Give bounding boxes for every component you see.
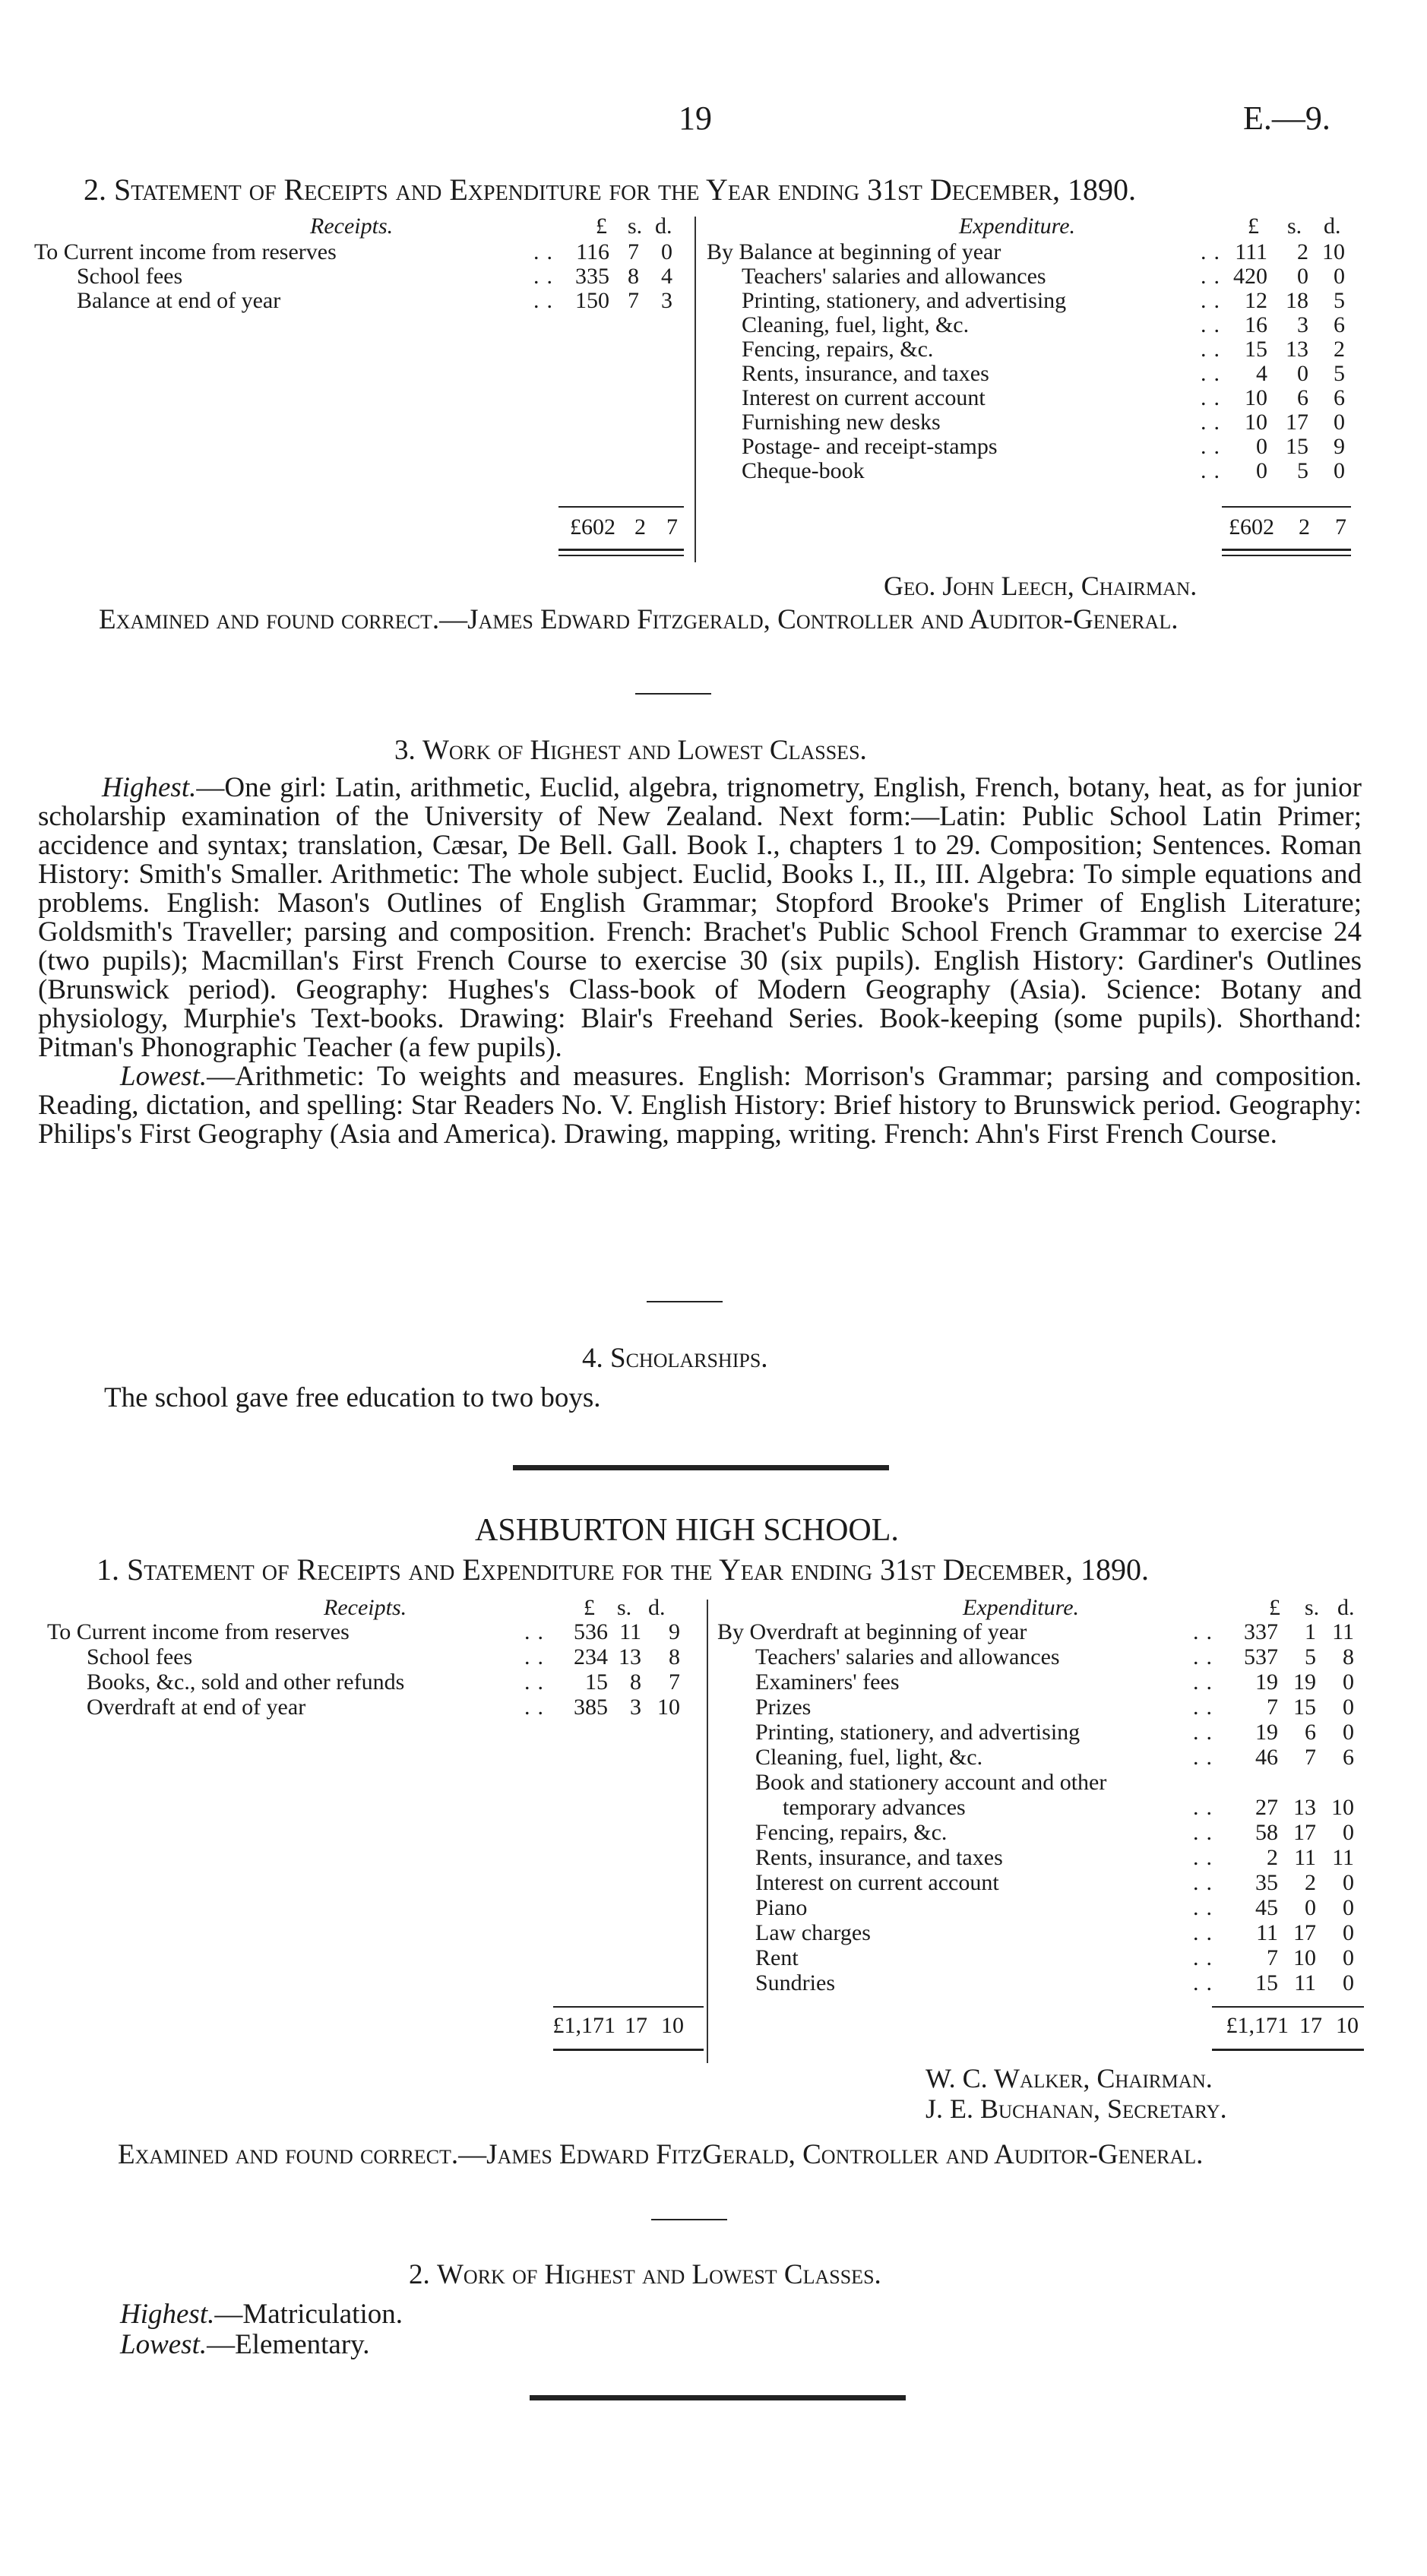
divider-2	[647, 1301, 723, 1302]
expenditure-2-label: Prizes	[755, 1695, 812, 1720]
expenditure-2-total-pence: 10	[1336, 2013, 1359, 2038]
expenditure-pence: 5	[1334, 361, 1345, 386]
receipt-2-pence: 8	[669, 1644, 680, 1669]
expenditure-2-label: Teachers' salaries and allowances	[755, 1644, 1060, 1669]
expenditure-2-pence: 0	[1343, 1820, 1354, 1845]
expenditure-2-pence: 0	[1343, 1669, 1354, 1695]
scholarships-heading-text: Scholarships.	[610, 1343, 768, 1374]
expenditure-2-pence: 11	[1332, 1845, 1354, 1870]
expenditure-pence: 9	[1334, 434, 1345, 459]
expenditure-2-label: By Overdraft at beginning of year	[717, 1619, 1027, 1644]
expenditure-pence: 6	[1334, 385, 1345, 410]
receipt-2-label: To Current income from reserves	[47, 1619, 350, 1644]
receipt-2-pounds: 536	[574, 1619, 608, 1644]
expenditure-shillings: 13	[1286, 337, 1308, 362]
receipts-total-pence: 7	[666, 514, 678, 540]
expenditure-2-leader-dots: ..	[1193, 1720, 1220, 1745]
receipts-2-total-pence: 10	[661, 2013, 684, 2038]
expenditure-shillings: 18	[1286, 288, 1308, 313]
expenditure-label: Furnishing new desks	[742, 410, 941, 435]
expenditure-2-pence: 0	[1343, 1895, 1354, 1920]
receipt-shillings: 7	[628, 288, 639, 313]
expenditure-2-shillings: 2	[1305, 1870, 1316, 1895]
highest-text-2: —Matriculation.	[214, 2299, 403, 2330]
expenditure-2-leader-dots: ..	[1193, 1695, 1220, 1720]
expenditure-pounds: 0	[1256, 458, 1267, 483]
expenditure-2-label: Interest on current account	[755, 1870, 999, 1895]
receipt-2-leader-dots: ..	[524, 1644, 551, 1669]
expenditure-2-label: Fencing, repairs, &c.	[755, 1820, 948, 1845]
work-paragraph-1	[38, 774, 1362, 1149]
expenditure-2-total-pounds: £1,171	[1226, 2013, 1289, 2038]
receipt-2-leader-dots: ..	[524, 1669, 551, 1695]
receipts-2-total-shillings: 17	[625, 2013, 647, 2038]
receipt-pounds: 116	[576, 239, 609, 264]
expenditure-shillings: 5	[1297, 458, 1308, 483]
receipt-pounds: 335	[575, 264, 609, 289]
expenditure-leader-dots: ..	[1201, 337, 1227, 362]
expenditure-shillings: 3	[1297, 312, 1308, 337]
expenditure-2-leader-dots: ..	[1193, 1745, 1220, 1770]
expenditure-header: Expenditure.	[959, 214, 1076, 239]
work-heading-2	[409, 2258, 881, 2291]
receipts-col-shillings: s.	[628, 214, 643, 239]
expenditure-2-shillings: 13	[1293, 1795, 1316, 1820]
expenditure-leader-dots: ..	[1201, 385, 1227, 410]
expenditure-label: Rents, insurance, and taxes	[742, 361, 989, 386]
receipt-label: Balance at end of year	[77, 288, 281, 313]
expenditure-2-leader-dots: ..	[1193, 1820, 1220, 1845]
receipt-2-label: Overdraft at end of year	[87, 1695, 306, 1720]
expenditure-2-label: Printing, stationery, and advertising	[755, 1720, 1081, 1745]
expenditure-2-pence: 0	[1343, 1945, 1354, 1970]
receipts-col-pence: d.	[655, 214, 672, 239]
expenditure-pounds: 0	[1256, 434, 1267, 459]
expenditure-2-shillings: 0	[1305, 1895, 1316, 1920]
page-number: 19	[679, 100, 712, 137]
work-heading-2-text: Work of Highest and Lowest Classes.	[437, 2259, 881, 2290]
expenditure-2-pounds: 58	[1255, 1820, 1278, 1845]
expenditure-pounds: 420	[1233, 264, 1267, 289]
table2-divider	[707, 1600, 708, 2063]
expenditure-col-shillings: s.	[1287, 214, 1302, 239]
expenditure-2-shillings: 19	[1293, 1669, 1316, 1695]
receipt-2-pounds: 15	[585, 1669, 608, 1695]
receipts-2-total-rule-top	[553, 2006, 704, 2008]
expenditure-2-pence: 6	[1343, 1745, 1354, 1770]
expenditure-pence: 2	[1334, 337, 1345, 362]
expenditure-pence: 6	[1334, 312, 1345, 337]
receipts-2-total-rule-bottom	[553, 2049, 704, 2051]
expenditure-2-leader-dots: ..	[1193, 1644, 1220, 1669]
expenditure-label: By Balance at beginning of year	[707, 239, 1001, 264]
expenditure-shillings: 0	[1297, 361, 1308, 386]
receipts-2-total-pounds: £1,171	[552, 2013, 615, 2038]
lowest-text-2: —Elementary.	[207, 2329, 370, 2360]
expenditure-leader-dots: ..	[1201, 264, 1227, 289]
receipt-2-pence: 10	[657, 1695, 680, 1720]
expenditure-2-pence: 10	[1331, 1795, 1354, 1820]
lowest-line-2	[120, 2328, 370, 2361]
chairman-signature-2: W. C. Walker, Chairman.	[925, 2063, 1213, 2093]
receipt-2-pounds: 234	[574, 1644, 608, 1669]
expenditure-2-pounds: 15	[1255, 1970, 1278, 1995]
expenditure-2-shillings: 6	[1305, 1720, 1316, 1745]
expenditure-label: Teachers' salaries and allowances	[742, 264, 1046, 289]
receipt-pence: 4	[661, 264, 672, 289]
expenditure-shillings: 17	[1286, 410, 1308, 435]
expenditure-total-pence: 7	[1335, 514, 1346, 540]
secretary-signature-2: J. E. Buchanan, Secretary.	[925, 2093, 1227, 2124]
chairman-signature: Geo. John Leech, Chairman.	[884, 571, 1198, 601]
receipt-2-leader-dots: ..	[524, 1619, 551, 1644]
expenditure-leader-dots: ..	[1201, 410, 1227, 435]
receipt-pence: 3	[661, 288, 672, 313]
receipt-label: To Current income from reserves	[34, 239, 337, 264]
expenditure-leader-dots: ..	[1201, 312, 1227, 337]
expenditure-2-leader-dots: ..	[1193, 1619, 1220, 1644]
expenditure-2-pounds: 27	[1255, 1795, 1278, 1820]
receipts-total-rule-bottom-2	[558, 555, 684, 556]
statement-heading-1-number: 2.	[84, 172, 106, 207]
expenditure-2-shillings: 17	[1293, 1820, 1316, 1845]
expenditure-pence: 5	[1334, 288, 1345, 313]
receipts-total-rule-bottom	[558, 549, 684, 551]
auditor-statement-2: Examined and found correct.—James Edward FitzGerald, Controller and Auditor-General.	[118, 2139, 1204, 2170]
auditor-statement-1: Examined and found correct.—James Edward Fitzgerald, Controller and Auditor-General.	[99, 604, 1179, 635]
receipt-2-pence: 7	[669, 1669, 680, 1695]
expenditure-2-label: Book and stationery account and other	[755, 1770, 1107, 1795]
expenditure-2-shillings: 7	[1305, 1745, 1316, 1770]
expenditure-leader-dots: ..	[1201, 239, 1227, 264]
school-title: ASHBURTON HIGH SCHOOL.	[475, 1513, 899, 1548]
lowest-label: Lowest.	[120, 1061, 207, 1092]
expenditure-shillings: 2	[1297, 239, 1308, 264]
highest-line-2	[120, 2298, 403, 2331]
receipt-2-label: Books, &c., sold and other refunds	[87, 1669, 405, 1695]
expenditure-2-label: Rents, insurance, and taxes	[755, 1845, 1003, 1870]
receipt-2-leader-dots: ..	[524, 1695, 551, 1720]
expenditure-leader-dots: ..	[1201, 434, 1227, 459]
expenditure-pounds: 4	[1256, 361, 1267, 386]
statement-heading-2-number: 1.	[97, 1552, 119, 1587]
lowest-paragraph	[38, 1062, 1362, 1149]
receipts-2-col-pence: d.	[648, 1595, 666, 1620]
expenditure-label: Cheque-book	[742, 458, 865, 483]
expenditure-2-shillings: 11	[1294, 1845, 1316, 1870]
expenditure-shillings: 15	[1286, 434, 1308, 459]
receipt-leader-dots: ..	[533, 288, 560, 313]
expenditure-2-pounds: 7	[1267, 1945, 1278, 1970]
work-heading-1-number: 3.	[394, 735, 416, 766]
expenditure-shillings: 6	[1297, 385, 1308, 410]
highest-label-2: Highest.	[120, 2299, 215, 2330]
receipt-leader-dots: ..	[533, 239, 560, 264]
scholarships-heading-number: 4.	[582, 1343, 603, 1374]
page-reference: E.—9.	[1243, 100, 1330, 137]
receipts-col-pounds: £	[596, 214, 607, 239]
receipt-2-shillings: 11	[619, 1619, 641, 1644]
statement-heading-1-text: Statement of Receipts and Expenditure for the Year ending 31st December, 1890.	[114, 172, 1136, 207]
expenditure-2-pounds: 35	[1255, 1870, 1278, 1895]
expenditure-2-leader-dots: ..	[1193, 1895, 1220, 1920]
expenditure-leader-dots: ..	[1201, 288, 1227, 313]
expenditure-2-label: temporary advances	[783, 1795, 966, 1820]
expenditure-total-pounds: £602	[1229, 514, 1274, 540]
expenditure-2-pounds: 46	[1255, 1745, 1278, 1770]
divider-3	[651, 2219, 727, 2220]
receipts-2-col-shillings: s.	[617, 1595, 632, 1620]
expenditure-2-shillings: 11	[1294, 1970, 1316, 1995]
expenditure-2-col-pounds: £	[1269, 1595, 1280, 1620]
expenditure-total-rule-bottom	[1222, 549, 1351, 551]
receipt-pence: 0	[661, 239, 672, 264]
expenditure-2-pounds: 337	[1244, 1619, 1278, 1644]
expenditure-2-label: Sundries	[755, 1970, 835, 1995]
expenditure-2-leader-dots: ..	[1193, 1845, 1220, 1870]
expenditure-2-shillings: 10	[1293, 1945, 1316, 1970]
expenditure-pence: 0	[1334, 264, 1345, 289]
expenditure-2-leader-dots: ..	[1193, 1970, 1220, 1995]
expenditure-2-leader-dots: ..	[1193, 1920, 1220, 1945]
school-divider-1	[513, 1465, 889, 1470]
expenditure-pounds: 10	[1245, 385, 1267, 410]
receipt-2-shillings: 8	[630, 1669, 641, 1695]
expenditure-pounds: 12	[1245, 288, 1267, 313]
expenditure-2-shillings: 15	[1293, 1695, 1316, 1720]
expenditure-col-pounds: £	[1248, 214, 1259, 239]
expenditure-2-pence: 0	[1343, 1720, 1354, 1745]
expenditure-2-pounds: 537	[1244, 1644, 1278, 1669]
expenditure-2-pence: 8	[1343, 1644, 1354, 1669]
expenditure-2-pence: 0	[1343, 1970, 1354, 1995]
expenditure-2-label: Rent	[755, 1945, 799, 1970]
expenditure-col-pence: d.	[1324, 214, 1341, 239]
lowest-text: —Arithmetic: To weights and measures. English: Morrison's Grammar; parsing and composition. Reading, dictation, and spelling: Star Readers No. V. English History: Brief history to Brunswick period. Geography: Philips's First Geography (Asia and America). Drawing, mapping, writing. French: Ahn's First French Course.	[38, 1061, 1362, 1150]
expenditure-2-pounds: 19	[1255, 1720, 1278, 1745]
receipts-header: Receipts.	[310, 214, 394, 239]
receipts-total-shillings: 2	[634, 514, 646, 540]
receipts-header-2: Receipts.	[324, 1595, 407, 1620]
expenditure-2-shillings: 5	[1305, 1644, 1316, 1669]
receipt-2-pence: 9	[669, 1619, 680, 1644]
expenditure-2-shillings: 17	[1293, 1920, 1316, 1945]
work-heading-2-number: 2.	[409, 2259, 430, 2290]
expenditure-2-pounds: 19	[1255, 1669, 1278, 1695]
expenditure-pence: 0	[1334, 410, 1345, 435]
receipts-2-col-pounds: £	[584, 1595, 595, 1620]
expenditure-2-col-shillings: s.	[1305, 1595, 1320, 1620]
receipt-shillings: 7	[628, 239, 639, 264]
expenditure-2-pounds: 45	[1255, 1895, 1278, 1920]
expenditure-total-shillings: 2	[1299, 514, 1310, 540]
expenditure-2-leader-dots: ..	[1193, 1870, 1220, 1895]
expenditure-leader-dots: ..	[1201, 458, 1227, 483]
expenditure-2-label: Cleaning, fuel, light, &c.	[755, 1745, 983, 1770]
highest-label: Highest.	[102, 772, 197, 803]
expenditure-2-pence: 11	[1332, 1619, 1354, 1644]
expenditure-pence: 10	[1322, 239, 1345, 264]
scholarships-heading	[582, 1342, 768, 1375]
receipt-label: School fees	[77, 264, 183, 289]
expenditure-2-pounds: 11	[1256, 1920, 1278, 1945]
expenditure-pounds: 15	[1245, 337, 1267, 362]
highest-paragraph	[38, 774, 1362, 1062]
expenditure-2-pounds: 7	[1267, 1695, 1278, 1720]
expenditure-2-total-rule-bottom	[1212, 2049, 1364, 2051]
expenditure-total-rule-top	[1222, 506, 1351, 508]
expenditure-2-pence: 0	[1343, 1870, 1354, 1895]
receipt-2-shillings: 13	[619, 1644, 641, 1669]
expenditure-leader-dots: ..	[1201, 361, 1227, 386]
expenditure-label: Interest on current account	[742, 385, 986, 410]
expenditure-2-pence: 0	[1343, 1920, 1354, 1945]
divider-1	[635, 693, 711, 695]
expenditure-label: Fencing, repairs, &c.	[742, 337, 934, 362]
receipt-2-label: School fees	[87, 1644, 193, 1669]
receipt-shillings: 8	[628, 264, 639, 289]
expenditure-pounds: 10	[1245, 410, 1267, 435]
receipt-leader-dots: ..	[533, 264, 560, 289]
expenditure-2-shillings: 1	[1305, 1619, 1316, 1644]
expenditure-label: Postage- and receipt-stamps	[742, 434, 998, 459]
school-divider-2	[530, 2395, 906, 2400]
expenditure-2-label: Piano	[755, 1895, 808, 1920]
expenditure-shillings: 0	[1297, 264, 1308, 289]
expenditure-2-pence: 0	[1343, 1695, 1354, 1720]
expenditure-total-rule-bottom-2	[1222, 555, 1351, 556]
expenditure-header-2: Expenditure.	[963, 1595, 1080, 1620]
expenditure-pence: 0	[1334, 458, 1345, 483]
lowest-label-2: Lowest.	[120, 2329, 207, 2360]
scholarships-text: The school gave free education to two boys.	[104, 1382, 601, 1413]
expenditure-2-total-rule-top	[1212, 2006, 1364, 2008]
receipt-2-shillings: 3	[630, 1695, 641, 1720]
expenditure-label: Printing, stationery, and advertising	[742, 288, 1067, 313]
statement-heading-2	[97, 1552, 1149, 1587]
expenditure-2-leader-dots: ..	[1193, 1669, 1220, 1695]
work-heading-1-text: Work of Highest and Lowest Classes.	[422, 735, 867, 766]
expenditure-2-label: Examiners' fees	[755, 1669, 900, 1695]
receipt-2-pounds: 385	[574, 1695, 608, 1720]
expenditure-2-total-shillings: 17	[1299, 2013, 1322, 2038]
expenditure-2-pounds: 2	[1267, 1845, 1278, 1870]
expenditure-label: Cleaning, fuel, light, &c.	[742, 312, 970, 337]
expenditure-pounds: 111	[1235, 239, 1267, 264]
receipts-total-pounds: £602	[570, 514, 615, 540]
table1-divider	[695, 217, 696, 562]
statement-heading-2-text: Statement of Receipts and Expenditure for the Year ending 31st December, 1890.	[127, 1552, 1149, 1587]
expenditure-2-label: Law charges	[755, 1920, 871, 1945]
work-heading-1	[394, 734, 867, 767]
expenditure-pounds: 16	[1245, 312, 1267, 337]
statement-heading-1	[84, 172, 1136, 207]
receipts-total-rule-top	[558, 506, 684, 508]
highest-text: —One girl: Latin, arithmetic, Euclid, algebra, trignometry, English, French, botany, heat, as for junior scholarship examination of the University of New Zealand. Next form:—Latin: Public School Latin Primer; accidence and syntax; translation, Cæsar, De Bell. Gall. Book I., chapters 1 to 29. Composition; Sentences. Roman History: Smith's Smaller. Arithmetic: The whole subject. Euclid, Books I., II., III. Algebra: To simple equations and problems. English: Mason's Outlines of English Grammar; Stopford Brooke's Primer of English Literature; Goldsmith's Traveller; parsing and composition. French: Brachet's Public School French Grammar to exercise 24 (two pupils); Macmillan's First French Course to exercise 30 (six pupils). English History: Gardiner's Outlines (Brunswick period). Geography: Hughes's Class-book of Modern Geography (Asia). Science: Botany and physiology, Murphie's Text-books. Drawing: Blair's Freehand Series. Book-keeping (some pupils). Shorthand: Pitman's Phonographic Teacher (a few pupils).	[38, 772, 1362, 1063]
expenditure-2-col-pence: d.	[1337, 1595, 1355, 1620]
expenditure-2-leader-dots: ..	[1193, 1795, 1220, 1820]
receipt-pounds: 150	[575, 288, 609, 313]
expenditure-2-leader-dots: ..	[1193, 1945, 1220, 1970]
